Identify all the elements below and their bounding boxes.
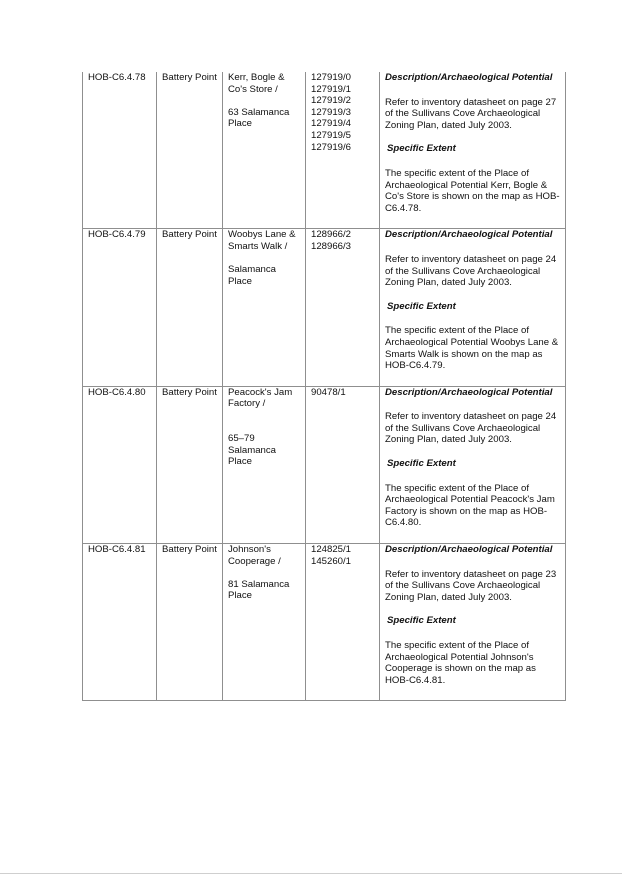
description-heading: Description/Archaeological Potential xyxy=(385,386,553,398)
specific-extent-heading: Specific Extent xyxy=(387,300,456,312)
locality: Battery Point xyxy=(162,229,217,241)
specific-extent-heading: Specific Extent xyxy=(387,458,456,470)
specific-extent-text: The specific extent of the Place of Archaeological Potential Peacock's Jam Factory is shown on the map as HOB-C6.4.80. xyxy=(385,482,555,529)
locality-cell xyxy=(157,544,223,701)
place-name: Peacock's Jam Factory / 65–79 Salamanca Place xyxy=(228,386,293,468)
table-row xyxy=(83,386,566,543)
place-id: HOB-C6.4.81 xyxy=(88,544,146,556)
title-reference-cell xyxy=(306,386,380,543)
description-text: Refer to inventory datasheet on page 24 of the Sullivans Cove Archaeological Zoning Plan, dated July 2003. xyxy=(385,411,557,446)
description-text: Refer to inventory datasheet on page 24 of the Sullivans Cove Archaeological Zoning Plan, dated July 2003. xyxy=(385,253,557,289)
description-cell xyxy=(380,544,566,701)
specific-extent-heading: Specific Extent xyxy=(387,143,456,155)
description-heading: Description/Archaeological Potential xyxy=(385,544,553,556)
place-name-cell xyxy=(223,544,306,701)
places-table xyxy=(82,72,566,701)
place-id-cell xyxy=(83,72,157,229)
description-text: Refer to inventory datasheet on page 23 of the Sullivans Cove Archaeological Zoning Plan, dated July 2003. xyxy=(385,568,557,603)
place-name: Woobys Lane & Smarts Walk / Salamanca Place xyxy=(228,229,296,287)
description-cell xyxy=(380,229,566,386)
title-reference-cell xyxy=(306,72,380,229)
title-reference-cell xyxy=(306,229,380,386)
description-cell xyxy=(380,386,566,543)
title-references: 90478/1 xyxy=(311,386,346,398)
place-id: HOB-C6.4.80 xyxy=(88,386,146,398)
place-id-cell xyxy=(83,544,157,701)
description-cell xyxy=(380,72,566,229)
description-heading: Description/Archaeological Potential xyxy=(385,229,553,241)
locality-cell xyxy=(157,386,223,543)
place-id: HOB-C6.4.78 xyxy=(88,72,146,83)
locality: Battery Point xyxy=(162,72,217,83)
locality: Battery Point xyxy=(162,544,217,556)
description-heading: Description/Archaeological Potential xyxy=(385,72,553,83)
title-reference-cell xyxy=(306,544,380,701)
place-name-cell xyxy=(223,72,306,229)
page-bottom-rule xyxy=(0,873,622,874)
locality: Battery Point xyxy=(162,386,217,398)
place-id: HOB-C6.4.79 xyxy=(88,229,146,241)
specific-extent-text: The specific extent of the Place of Archaeological Potential Kerr, Bogle & Co's Store is shown on the map as HOB-C6.4.78. xyxy=(385,167,560,214)
specific-extent-text: The specific extent of the Place of Archaeological Potential Johnson's Cooperage is shown on the map as HOB-C6.4.81. xyxy=(385,640,536,686)
specific-extent-heading: Specific Extent xyxy=(387,615,456,627)
place-name-cell xyxy=(223,229,306,386)
place-name: Kerr, Bogle & Co's Store / 63 Salamanca Place xyxy=(228,72,290,130)
place-name-cell xyxy=(223,386,306,543)
locality-cell xyxy=(157,72,223,229)
title-references: 127919/0 127919/1 127919/2 127919/3 127919/4 127919/5 127919/6 xyxy=(311,72,352,153)
table-row xyxy=(83,229,566,386)
locality-cell xyxy=(157,229,223,386)
table-row xyxy=(83,544,566,701)
table-row xyxy=(83,72,566,229)
title-references: 124825/1 145260/1 xyxy=(311,544,352,567)
place-id-cell xyxy=(83,229,157,386)
place-name: Johnson's Cooperage / 81 Salamanca Place xyxy=(228,544,290,602)
title-references: 128966/2 128966/3 xyxy=(311,229,352,252)
specific-extent-text: The specific extent of the Place of Archaeological Potential Woobys Lane & Smarts Walk is shown on the map as HOB-C6.4.79. xyxy=(385,325,559,372)
place-id-cell xyxy=(83,386,157,543)
description-text: Refer to inventory datasheet on page 27 of the Sullivans Cove Archaeological Zoning Plan, dated July 2003. xyxy=(385,96,557,131)
